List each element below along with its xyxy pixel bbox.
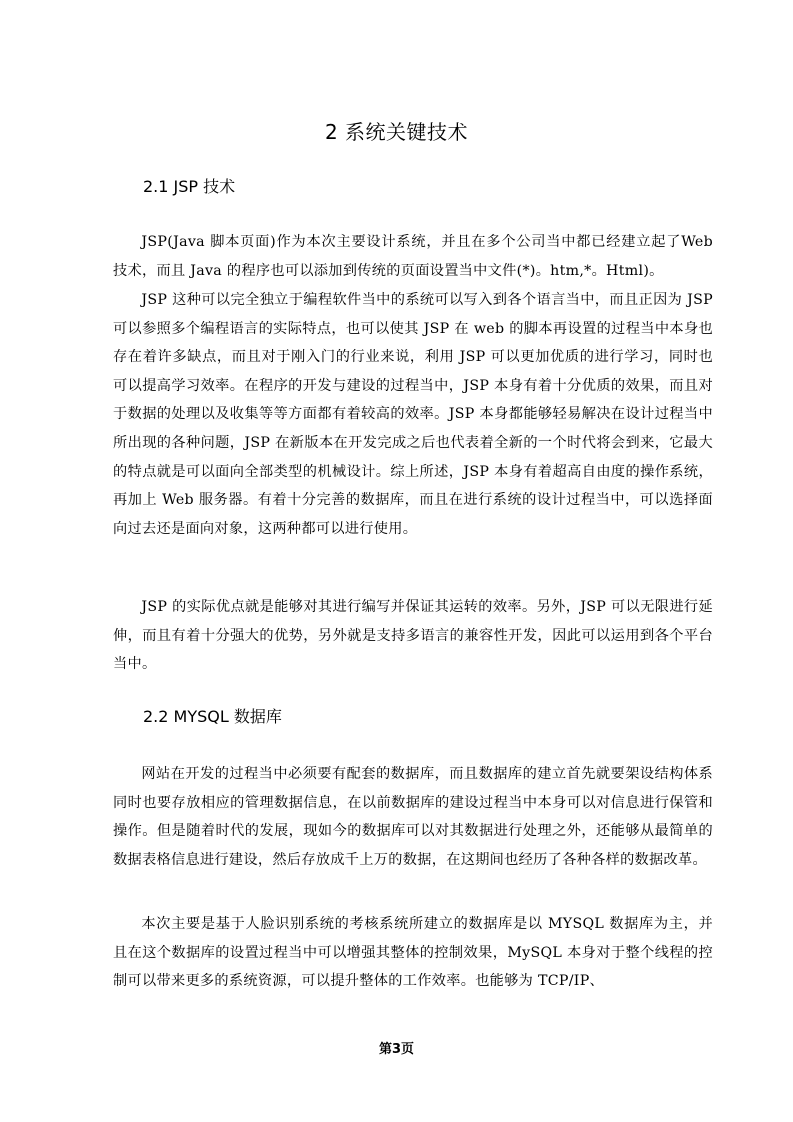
paragraph-jsp-features: JSP 这种可以完全独立于编程软件当中的系统可以写入到各个语言当中，而且正因为 JSP 可以参照多个编程语言的实际特点，也可以使其 JSP 在 web 的脚本再设置的过程当中本身也存在着许多缺点，而且对于刚入门的行业来说，利用 JSP 可以更加优质的进行学习，同时也可以提高学习效率。在程序的开发与建设的过程当中，JSP 本身有着十分优质的效果，而且对于数据的处理以及收集等等方面都有着较高的效率。JSP 本身都能够轻易解决在设计过程当中所出现的各种问题，JSP 在新版本在开发完成之后也代表着全新的一个时代将会到来，它最大的特点就是可以面向全部类型的机械设计。综上所述，JSP 本身有着超高自由度的操作系统，再加上 Web 服务器。有着十分完善的数据库，而且在进行系统的设计过程当中，可以选择面向过去还是面向对象，这两种都可以进行使用。 [113, 292, 713, 537]
page-number: 第3页 [378, 1042, 415, 1057]
chapter-title: 2 系统关键技术 [324, 120, 469, 144]
paragraph-mysql-intro: 网站在开发的过程当中必须要有配套的数据库，而且数据库的建立首先就要架设结构体系同时也要存放相应的管理数据信息，在以前数据库的建设过程当中本身可以对信息进行保管和操作。但是随着时代的发展，现如今的数据库可以对其数据进行处理之外，还能够从最简单的数据表格信息进行建设，然后存放成千上万的数据，在这期间也经历了各种各样的数据改革。 [113, 766, 713, 868]
section-title-mysql: 2.2 MYSQL 数据库 [143, 707, 282, 726]
section-title-jsp: 2.1 JSP 技术 [143, 177, 236, 196]
paragraph-jsp-advantages: JSP 的实际优点就是能够对其进行编写并保证其运转的效率。另外，JSP 可以无限进行延伸，而且有着十分强大的优势，另外就是支持多语言的兼容性开发，因此可以运用到各个平台当中。 [113, 599, 713, 673]
paragraph-mysql-usage: 本次主要是基于人脸识别系统的考核系统所建立的数据库是以 MYSQL 数据库为主，并且在这个数据库的设置过程当中可以增强其整体的控制效果，MySQL 本身对于整个线程的控制可以带来更多的系统资源，可以提升整体的工作效率。也能够为 TCP/IP、 [113, 916, 713, 990]
paragraph-jsp-intro: JSP(Java 脚本页面)作为本次主要设计系统，并且在多个公司当中都已经建立起了Web 技术，而且 Java 的程序也可以添加到传统的页面设置当中文件(*)。htm,*。Html)。 [113, 234, 713, 279]
